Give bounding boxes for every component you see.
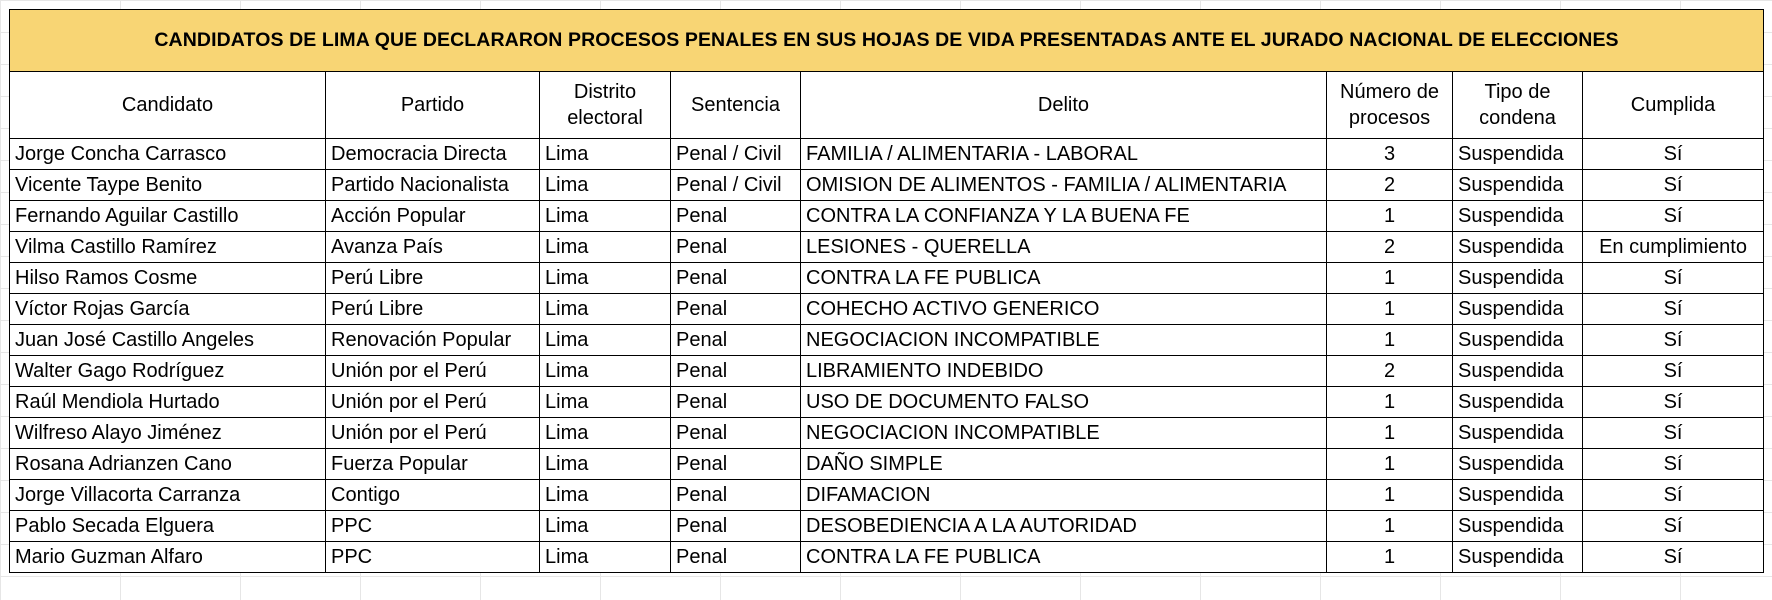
header-numero-line2: procesos bbox=[1348, 107, 1431, 129]
table-row bbox=[10, 387, 1764, 418]
table-row bbox=[10, 418, 1764, 449]
cell-sentencia[interactable]: Penal bbox=[671, 542, 801, 573]
cell-partido[interactable]: Democracia Directa bbox=[326, 139, 540, 170]
cell-numero[interactable]: 1 bbox=[1327, 449, 1453, 480]
cell-numero[interactable]: 2 bbox=[1327, 356, 1453, 387]
cell-tipo[interactable]: Suspendida bbox=[1453, 325, 1583, 356]
cell-sentencia[interactable]: Penal bbox=[671, 232, 801, 263]
cell-candidato[interactable]: Vilma Castillo Ramírez bbox=[10, 232, 326, 263]
cell-tipo[interactable]: Suspendida bbox=[1453, 480, 1583, 511]
cell-cumplida[interactable]: Sí bbox=[1583, 418, 1764, 449]
cell-partido[interactable]: Renovación Popular bbox=[326, 325, 540, 356]
table-row bbox=[10, 480, 1764, 511]
cell-cumplida[interactable]: Sí bbox=[1583, 387, 1764, 418]
table-row bbox=[10, 294, 1764, 325]
cell-delito[interactable]: CONTRA LA FE PUBLICA bbox=[801, 263, 1327, 294]
cell-delito[interactable]: LIBRAMIENTO INDEBIDO bbox=[801, 356, 1327, 387]
cell-distrito[interactable]: Lima bbox=[540, 449, 671, 480]
cell-sentencia[interactable]: Penal / Civil bbox=[671, 170, 801, 201]
header-distrito[interactable] bbox=[540, 72, 671, 139]
cell-partido[interactable]: Avanza País bbox=[326, 232, 540, 263]
cell-numero[interactable]: 1 bbox=[1327, 294, 1453, 325]
cell-sentencia[interactable]: Penal bbox=[671, 325, 801, 356]
cell-sentencia[interactable]: Penal bbox=[671, 480, 801, 511]
cell-cumplida[interactable]: Sí bbox=[1583, 263, 1764, 294]
cell-tipo[interactable]: Suspendida bbox=[1453, 232, 1583, 263]
cell-candidato[interactable]: Raúl Mendiola Hurtado bbox=[10, 387, 326, 418]
table-row bbox=[10, 542, 1764, 573]
header-distrito-line2: electoral bbox=[567, 107, 643, 129]
header-tipo-line1: Tipo de bbox=[1484, 81, 1551, 103]
cell-sentencia[interactable]: Penal bbox=[671, 511, 801, 542]
cell-numero[interactable]: 3 bbox=[1327, 139, 1453, 170]
table-row bbox=[10, 263, 1764, 294]
cell-delito[interactable]: DESOBEDIENCIA A LA AUTORIDAD bbox=[801, 511, 1327, 542]
cell-candidato[interactable]: Pablo Secada Elguera bbox=[10, 511, 326, 542]
cell-numero[interactable]: 1 bbox=[1327, 480, 1453, 511]
cell-distrito[interactable]: Lima bbox=[540, 170, 671, 201]
cell-cumplida[interactable]: Sí bbox=[1583, 201, 1764, 232]
cell-numero[interactable]: 1 bbox=[1327, 542, 1453, 573]
table-row bbox=[10, 201, 1764, 232]
cell-partido[interactable]: Unión por el Perú bbox=[326, 387, 540, 418]
header-tipo-line2: condena bbox=[1479, 107, 1556, 129]
cell-distrito[interactable]: Lima bbox=[540, 480, 671, 511]
cell-distrito[interactable]: Lima bbox=[540, 201, 671, 232]
cell-tipo[interactable]: Suspendida bbox=[1453, 201, 1583, 232]
cell-numero[interactable]: 2 bbox=[1327, 232, 1453, 263]
cell-partido[interactable]: Unión por el Perú bbox=[326, 418, 540, 449]
cell-tipo[interactable]: Suspendida bbox=[1453, 139, 1583, 170]
cell-delito[interactable]: LESIONES - QUERELLA bbox=[801, 232, 1327, 263]
table-row bbox=[10, 511, 1764, 542]
cell-delito[interactable]: NEGOCIACION INCOMPATIBLE bbox=[801, 418, 1327, 449]
table-row bbox=[10, 232, 1764, 263]
cell-tipo[interactable]: Suspendida bbox=[1453, 356, 1583, 387]
cell-cumplida[interactable]: Sí bbox=[1583, 139, 1764, 170]
cell-candidato[interactable]: Walter Gago Rodríguez bbox=[10, 356, 326, 387]
cell-numero[interactable]: 1 bbox=[1327, 418, 1453, 449]
cell-sentencia[interactable]: Penal bbox=[671, 356, 801, 387]
cell-candidato[interactable]: Fernando Aguilar Castillo bbox=[10, 201, 326, 232]
cell-candidato[interactable]: Vicente Taype Benito bbox=[10, 170, 326, 201]
cell-partido[interactable]: PPC bbox=[326, 542, 540, 573]
header-cumplida[interactable]: Cumplida bbox=[1583, 72, 1764, 139]
header-distrito-line1: Distrito bbox=[573, 81, 637, 103]
cell-distrito[interactable]: Lima bbox=[540, 511, 671, 542]
cell-tipo[interactable]: Suspendida bbox=[1453, 294, 1583, 325]
table-row bbox=[10, 170, 1764, 201]
cell-candidato[interactable]: Hilso Ramos Cosme bbox=[10, 263, 326, 294]
cell-cumplida[interactable]: Sí bbox=[1583, 170, 1764, 201]
cell-partido[interactable]: Perú Libre bbox=[326, 294, 540, 325]
cell-distrito[interactable]: Lima bbox=[540, 294, 671, 325]
cell-sentencia[interactable]: Penal bbox=[671, 263, 801, 294]
header-numero-line1: Número de bbox=[1340, 81, 1439, 103]
table-row bbox=[10, 449, 1764, 480]
cell-partido[interactable]: Contigo bbox=[326, 480, 540, 511]
header-row bbox=[10, 72, 1764, 139]
cell-distrito[interactable]: Lima bbox=[540, 542, 671, 573]
cell-cumplida[interactable]: Sí bbox=[1583, 542, 1764, 573]
cell-numero[interactable]: 1 bbox=[1327, 511, 1453, 542]
title-row bbox=[10, 10, 1764, 72]
cell-tipo[interactable]: Suspendida bbox=[1453, 418, 1583, 449]
cell-distrito[interactable]: Lima bbox=[540, 356, 671, 387]
candidates-table bbox=[9, 9, 1764, 573]
cell-delito[interactable]: NEGOCIACION INCOMPATIBLE bbox=[801, 325, 1327, 356]
cell-delito[interactable]: CONTRA LA FE PUBLICA bbox=[801, 542, 1327, 573]
cell-cumplida[interactable]: Sí bbox=[1583, 480, 1764, 511]
table-row bbox=[10, 139, 1764, 170]
cell-cumplida[interactable]: Sí bbox=[1583, 449, 1764, 480]
cell-sentencia[interactable]: Penal bbox=[671, 294, 801, 325]
cell-tipo[interactable]: Suspendida bbox=[1453, 387, 1583, 418]
header-candidato[interactable]: Candidato bbox=[10, 72, 326, 139]
cell-tipo[interactable]: Suspendida bbox=[1453, 542, 1583, 573]
cell-tipo[interactable]: Suspendida bbox=[1453, 263, 1583, 294]
cell-tipo[interactable]: Suspendida bbox=[1453, 511, 1583, 542]
cell-sentencia[interactable]: Penal bbox=[671, 418, 801, 449]
cell-distrito[interactable]: Lima bbox=[540, 325, 671, 356]
header-numero[interactable] bbox=[1327, 72, 1453, 139]
cell-sentencia[interactable]: Penal bbox=[671, 387, 801, 418]
table-container bbox=[9, 9, 1763, 573]
cell-distrito[interactable]: Lima bbox=[540, 418, 671, 449]
cell-candidato[interactable]: Jorge Concha Carrasco bbox=[10, 139, 326, 170]
cell-cumplida[interactable]: Sí bbox=[1583, 325, 1764, 356]
cell-sentencia[interactable]: Penal / Civil bbox=[671, 139, 801, 170]
cell-numero[interactable]: 2 bbox=[1327, 170, 1453, 201]
cell-cumplida[interactable]: En cumplimiento bbox=[1583, 232, 1764, 263]
cell-cumplida[interactable]: Sí bbox=[1583, 511, 1764, 542]
cell-delito[interactable]: OMISION DE ALIMENTOS - FAMILIA / ALIMENTARIA bbox=[801, 170, 1327, 201]
cell-partido[interactable]: PPC bbox=[326, 511, 540, 542]
cell-delito[interactable]: FAMILIA / ALIMENTARIA - LABORAL bbox=[801, 139, 1327, 170]
cell-delito[interactable]: DAÑO SIMPLE bbox=[801, 449, 1327, 480]
cell-sentencia[interactable]: Penal bbox=[671, 449, 801, 480]
cell-partido[interactable]: Unión por el Perú bbox=[326, 356, 540, 387]
cell-delito[interactable]: COHECHO ACTIVO GENERICO bbox=[801, 294, 1327, 325]
cell-candidato[interactable]: Wilfreso Alayo Jiménez bbox=[10, 418, 326, 449]
cell-distrito[interactable]: Lima bbox=[540, 387, 671, 418]
cell-sentencia[interactable]: Penal bbox=[671, 201, 801, 232]
cell-candidato[interactable]: Rosana Adrianzen Cano bbox=[10, 449, 326, 480]
cell-candidato[interactable]: Jorge Villacorta Carranza bbox=[10, 480, 326, 511]
cell-distrito[interactable]: Lima bbox=[540, 263, 671, 294]
cell-partido[interactable]: Acción Popular bbox=[326, 201, 540, 232]
cell-partido[interactable]: Fuerza Popular bbox=[326, 449, 540, 480]
cell-numero[interactable]: 1 bbox=[1327, 201, 1453, 232]
table-row bbox=[10, 325, 1764, 356]
cell-tipo[interactable]: Suspendida bbox=[1453, 170, 1583, 201]
cell-partido[interactable]: Partido Nacionalista bbox=[326, 170, 540, 201]
cell-distrito[interactable]: Lima bbox=[540, 139, 671, 170]
cell-candidato[interactable]: Juan José Castillo Angeles bbox=[10, 325, 326, 356]
table-row bbox=[10, 356, 1764, 387]
cell-numero[interactable]: 1 bbox=[1327, 387, 1453, 418]
cell-cumplida[interactable]: Sí bbox=[1583, 294, 1764, 325]
cell-numero[interactable]: 1 bbox=[1327, 325, 1453, 356]
cell-delito[interactable]: USO DE DOCUMENTO FALSO bbox=[801, 387, 1327, 418]
table-body bbox=[10, 139, 1764, 573]
cell-partido[interactable]: Perú Libre bbox=[326, 263, 540, 294]
table-title[interactable]: CANDIDATOS DE LIMA QUE DECLARARON PROCESOS PENALES EN SUS HOJAS DE VIDA PRESENTADAS ANTE EL JURADO NACIONAL DE ELECCIONES bbox=[10, 10, 1764, 72]
header-sentencia[interactable]: Sentencia bbox=[671, 72, 801, 139]
cell-delito[interactable]: CONTRA LA CONFIANZA Y LA BUENA FE bbox=[801, 201, 1327, 232]
cell-distrito[interactable]: Lima bbox=[540, 232, 671, 263]
cell-candidato[interactable]: Mario Guzman Alfaro bbox=[10, 542, 326, 573]
cell-tipo[interactable]: Suspendida bbox=[1453, 449, 1583, 480]
cell-delito[interactable]: DIFAMACION bbox=[801, 480, 1327, 511]
header-delito[interactable]: Delito bbox=[801, 72, 1327, 139]
header-tipo[interactable] bbox=[1453, 72, 1583, 139]
cell-cumplida[interactable]: Sí bbox=[1583, 356, 1764, 387]
cell-candidato[interactable]: Víctor Rojas García bbox=[10, 294, 326, 325]
cell-numero[interactable]: 1 bbox=[1327, 263, 1453, 294]
header-partido[interactable]: Partido bbox=[326, 72, 540, 139]
